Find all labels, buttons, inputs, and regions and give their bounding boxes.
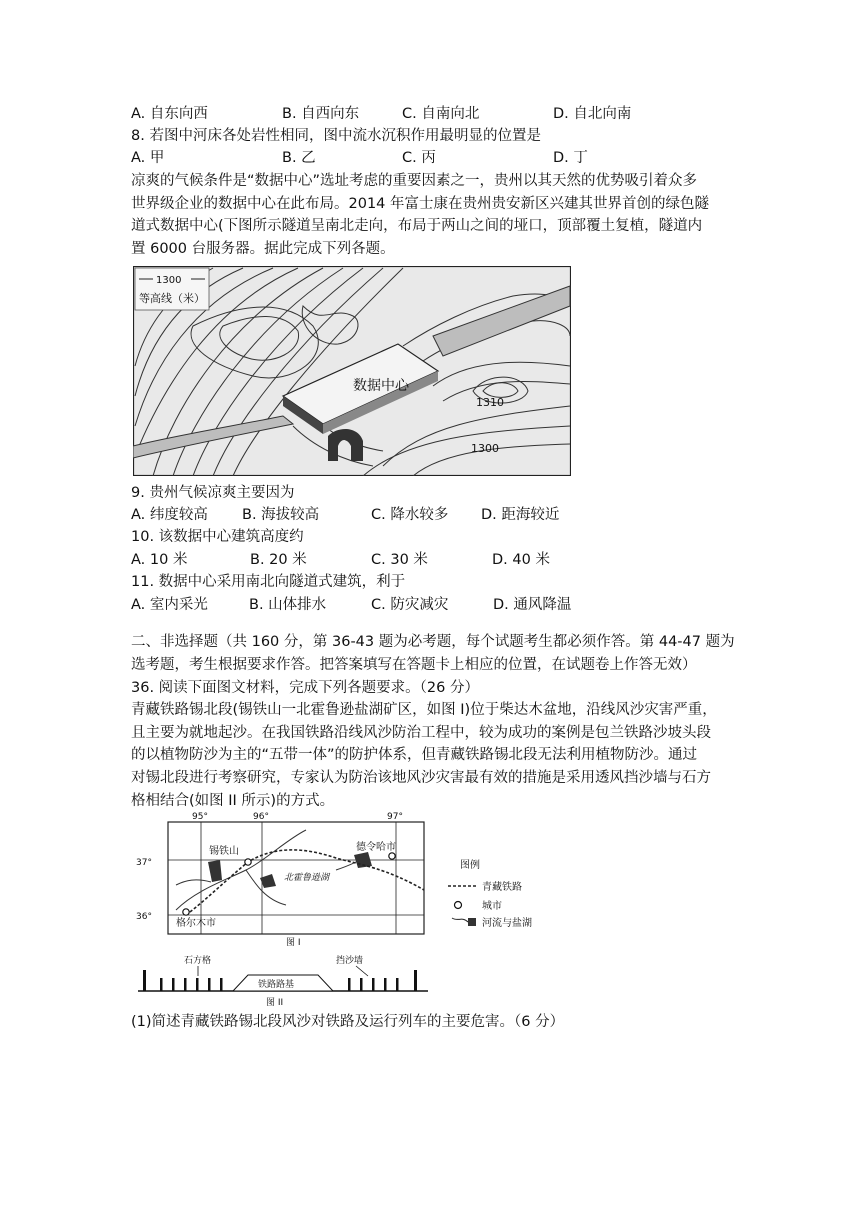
q11-option-b: B. 山体排水 [249, 597, 327, 613]
q9-option-c: C. 降水较多 [371, 507, 449, 523]
figure2-caption: 图 II [266, 998, 284, 1008]
lon-label: 97° [387, 812, 403, 822]
city-delingha-label: 德令哈市 [356, 842, 396, 853]
q10-option-b: B. 20 米 [250, 552, 307, 568]
city-xitieshan-label: 锡铁山 [209, 846, 239, 857]
salt-lake [208, 860, 222, 882]
section2-line: 选考题，考生根据要求作答。把答案填写在答题卡上相应的位置，在试题卷上作答无效） [131, 656, 697, 673]
q36-passage [131, 699, 736, 813]
stone-grid-label: 石方格 [184, 956, 212, 966]
q8-option-d: D. 丁 [553, 150, 588, 166]
q36-passage-line: 对锡北段进行考察研究，专家认为防治该地风沙灾害最有效的措施是采用透风挡沙墙与石方 [131, 770, 711, 787]
section2-line: 二、非选择题（共 160 分，第 36-43 题为必考题，每个试题考生都必须作答。第 44-47 题为 [131, 634, 735, 650]
q36-title: 36. 阅读下面图文材料，完成下列各题要求。（26 分） [131, 680, 479, 696]
q36-passage-line: 格相结合(如图 II 所示)的方式。 [131, 792, 335, 809]
lat-label: 36° [136, 912, 152, 922]
q36-passage-line: 青藏铁路锡北段(锡铁山一北霍鲁逊盐湖矿区，如图 I)位于柴达木盆地，沿线风沙灾害严重， [131, 702, 717, 718]
passage-line: 世界级企业的数据中心在此布局。2014 年富士康在贵州贵安新区兴建其世界首创的绿色隧 [131, 195, 710, 212]
q10-option-d: D. 40 米 [492, 552, 550, 568]
legend-river-symbol [452, 918, 468, 922]
q7-option-c: C. 自南向北 [402, 106, 480, 122]
lat-label: 37° [136, 858, 152, 868]
legend-contour-label: 等高线（米） [139, 292, 205, 305]
q11-option-c: C. 防灾减灾 [371, 597, 449, 613]
q7-option-b: B. 自西向东 [282, 106, 360, 122]
subgrade-label: 铁路路基 [258, 980, 295, 990]
q7-option-a: A. 自东向西 [131, 106, 208, 122]
legend-railway-label: 青藏铁路 [482, 882, 522, 893]
legend-title: 图例 [460, 860, 480, 871]
map1-legend [448, 858, 568, 928]
q11-option-d: D. 通风降温 [493, 597, 572, 613]
legend-river-label: 河流与盐湖 [482, 918, 532, 928]
datacenter-passage [131, 170, 736, 261]
q9-stem: 9. 贵州气候凉爽主要因为 [131, 485, 295, 501]
sand-control-cross-section [138, 952, 428, 1010]
passage-line: 凉爽的气候条件是“数据中心”选址考虑的重要因素之一，贵州以其天然的优势吸引着众多 [131, 173, 698, 189]
lon-label: 95° [192, 812, 208, 822]
q10-option-a: A. 10 米 [131, 552, 188, 568]
legend-contour-value: 1300 [156, 275, 182, 286]
elevation-1300-label: 1300 [471, 442, 499, 455]
q10-option-c: C. 30 米 [371, 552, 428, 568]
q8-option-b: B. 乙 [282, 150, 316, 166]
q7-option-d: D. 自北向南 [553, 106, 632, 122]
lon-label: 96° [253, 812, 269, 822]
q9-option-b: B. 海拔较高 [242, 507, 320, 523]
passage-line: 置 6000 台服务器。据此完成下列各题。 [131, 241, 395, 258]
contour-map-figure [133, 266, 571, 476]
rivers [176, 830, 368, 910]
q8-option-c: C. 丙 [402, 150, 436, 166]
q36-sub1: (1)简述青藏铁路锡北段风沙对铁路及运行列车的主要危害。（6 分） [131, 1014, 565, 1030]
q36-passage-line: 且主要为就地起沙。在我国铁路沿线风沙防治工程中，较为成功的案例是包兰铁路沙坡头段 [131, 724, 711, 741]
elevation-1310-label: 1310 [476, 396, 504, 409]
q9-option-d: D. 距海较近 [481, 507, 560, 523]
city-golmud-label: 格尔木市 [176, 918, 216, 929]
city-xitieshan-marker [245, 859, 251, 865]
q11-stem: 11. 数据中心采用南北向隧道式建筑，利于 [131, 574, 406, 590]
legend-city-label: 城市 [482, 901, 502, 912]
lake-label: 北霍鲁逊湖 [284, 873, 330, 883]
q11-option-a: A. 室内采光 [131, 597, 208, 613]
q9-option-a: A. 纬度较高 [131, 507, 208, 523]
sand-wall-label: 挡沙墙 [336, 956, 364, 966]
passage-line: 道式数据中心(下图所示隧道呈南北走向，布局于两山之间的垭口，顶部覆土复植，隧道内 [131, 218, 703, 235]
legend-lake-symbol [468, 918, 476, 926]
datacenter-label: 数据中心 [353, 378, 409, 394]
qinghai-tibet-railway-map [136, 810, 436, 950]
legend-city-symbol [455, 902, 462, 909]
city-golmud-marker [183, 909, 189, 915]
q8-option-a: A. 甲 [131, 150, 165, 166]
q8-stem: 8. 若图中河床各处岩性相同，图中流水沉积作用最明显的位置是 [131, 128, 541, 144]
city-delingha-marker [389, 853, 395, 859]
figure1-caption: 图 I [286, 938, 301, 948]
q36-passage-line: 的以植物防沙为主的“五带一体”的防护体系，但青藏铁路锡北段无法利用植物防沙。通过 [131, 747, 698, 764]
q10-stem: 10. 该数据中心建筑高度约 [131, 529, 304, 545]
sand-wall-pointer [356, 966, 368, 976]
section2-instructions [131, 631, 736, 676]
